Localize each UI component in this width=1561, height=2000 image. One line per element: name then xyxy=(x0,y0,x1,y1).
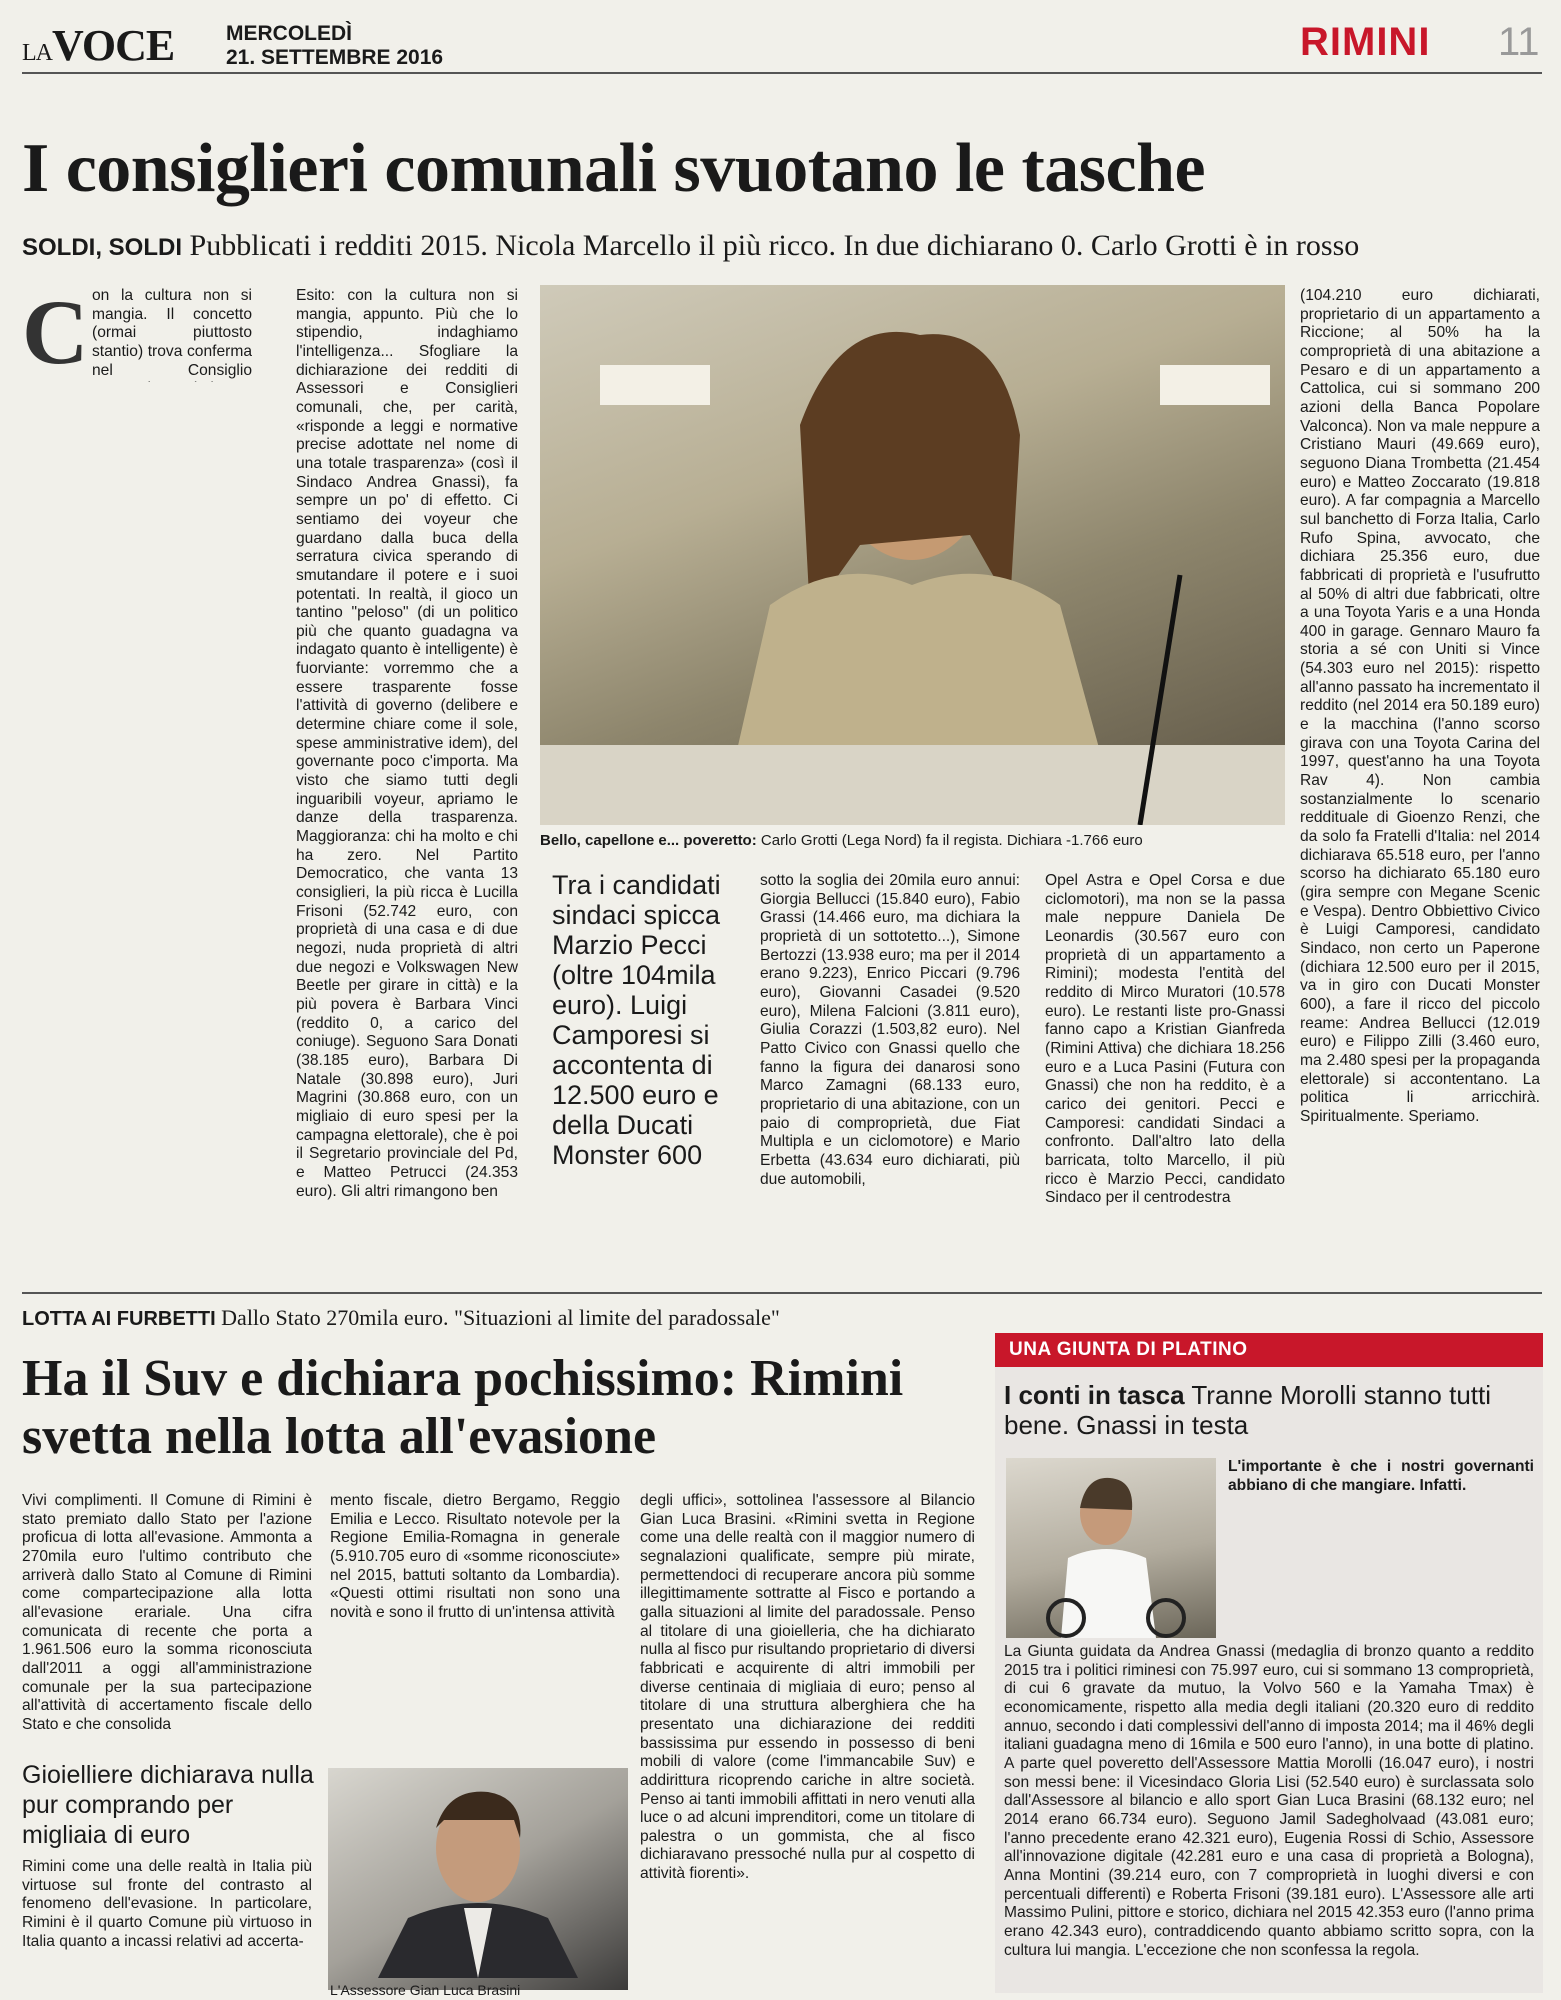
article1-col1-text: on la cultura non si mangia. Il concetto (ormai piuttosto stantio) trova conferma nel Consiglio xyxy=(92,287,252,379)
article2-col1 xyxy=(22,1492,312,1752)
sidebar-col-top xyxy=(1228,1458,1534,1640)
article1-col3-text: sotto la soglia dei 20mila euro annui: Giorgia Bellucci (15.840 euro), Fabio Grassi (14.466 euro, ma dichiara la proprietà di un sottotetto...), Simone Bertozzi (13.938 euro; ma per il 2014 erano 9.223), Enrico Piccari (9.796 euro), Giovanni Casadei (9.520 euro), Milena Falcioni (3.811 euro), Giulia Corazzi (1.503,82 euro). Nel Patto Civico con Gnassi quello che fanno la figura dei danarosi sono Marco Zamagni (68.133 euro, proprietario di una abitazione, con un paio di comproprietà, due Fiat Multipla e un ciclomotore) e Mario Erbetta (43.634 euro dichiarati, più due automobili, xyxy=(760,872,1020,1188)
sidebar-body-text: La Giunta guidata da Andrea Gnassi (medaglia di bronzo quanto a reddito 2015 tra i politici riminesi con 75.997 euro, cui si sommano 13 comproprietà, di cui 6 gravate da mutuo, la Volvo 560 e la Yamaha Tmax) è economicamente, rispetto alla media degli italiani (20.320 euro di reddito annuo, secondo i dati complessivi dell'anno di imposta 2014; ma il 46% degli italiani guadagna meno di 16mila e 500 euro l'anno), in una botte di platino. A parte quel poveretto dell'Assessore Mattia Morolli (16.047 euro), i nostri son messi bene: il Vicesindaco Gloria Lisi (52.540 euro) è surclassata solo dall'Assessore al bilancio e allo sport Gian Luca Brasini (68.132 euro; nel 2014 erano 66.734 euro). Seguono Jamil Sadegholvaad (43.081 euro; l'anno precedente erano 42.321 euro), Eugenia Rossi di Schio, Assessore all'innovazione digitale (42.281 euro e una casa di proprietà a Bologna), Anna Montini (39.214 euro, con 7 comproprietà in luoghi diversi e con percentuali differenti) e Roberta Frisoni (39.181 euro). L'Assessore alle arti Massimo Pulini, pittore e storico, dichiara nel 2015 42.353 euro (l'anno prima erano 42.343 euro), contraddicendo quanto abbiamo scritto sopra, con la cultura lui mangia. L'eccezione che non sconfessa la regola. xyxy=(1004,1643,1534,1959)
article2-col2 xyxy=(330,1492,620,1762)
article1-headline: I consiglieri comunali svuotano le tasche xyxy=(22,130,1206,207)
article2-col3-text: degli uffici», sottolinea l'assessore al Bilancio Gian Luca Brasini. «Rimini svetta in Regione come una delle realtà con il maggior numero di segnalazioni qualificate, sempre più mirate, permettendoci di recuperare ancora più somme illegittimamente sottratte al Fisco e portando a galla situazioni al limite del paradossale. Penso al titolare di una gioielleria, che ha dichiarato nulla al fisco pur risultando proprietario di diversi fabbricati e acquirente di altri immobili per diverse centinaia di migliaia di euro; penso al titolare di una struttura alberghiera che ha presentato una dichiarazione dei redditi bassissima pur essendo in possesso di beni mobili di valore (come l'immancabile Suv) e addirittura ricoprendo cariche in altre società. Penso ai tanti immobili affittati in nero venuti alla luce o ad alcuni imprenditori, come un titolare di palestra o un gommista, che al fisco dichiaravano pressoché nulla pur al cospetto di attività fiorenti». xyxy=(640,1492,975,1883)
header-rule xyxy=(22,72,1542,74)
sidebar-col-body xyxy=(1004,1643,1534,1988)
article1-col5 xyxy=(1300,287,1540,1277)
sidebar-lead-text: L'importante è che i nostri governanti abbiano di che mangiare. Infatti. xyxy=(1228,1458,1534,1494)
article1-col2 xyxy=(296,287,518,1287)
article2-col1b xyxy=(22,1858,312,1993)
sidebar-title xyxy=(1004,1380,1534,1440)
section-name: RIMINI xyxy=(1300,20,1431,64)
article2-subhead: Gioielliere dichiarava nulla pur comprando per migliaia di euro xyxy=(22,1761,314,1849)
article2-kicker xyxy=(22,1305,780,1331)
photo-gian-luca-brasini xyxy=(328,1768,628,1990)
article1-col3 xyxy=(760,872,1020,1272)
photo-carlo-grotti xyxy=(540,285,1285,825)
article1-col4-text: Opel Astra e Opel Corsa e due ciclomotori), ma non se la passa male neppure Daniela De Leonardis (30.567 euro con proprietà di un appartamento a Rimini); modesta l'entità del reddito di Mirco Muratori (10.578 euro). Le restanti liste pro-Gnassi fanno capo a Kristian Gianfreda (Rimini Attiva) che dichiara 18.256 euro e a Luca Pasini (Futura con Gnassi) che non ha reddito, è a carico dei genitori. Pecci e Camporesi: candidati Sindaci a confronto. Dall'altro lato della barricata, tolto Marcello, il più ricco è Marzio Pecci, candidato Sindaco per il centrodestra xyxy=(1045,872,1285,1207)
newspaper-logo: LAVOCE xyxy=(22,21,175,70)
photo-caption xyxy=(540,832,1143,849)
dropcap: C xyxy=(22,281,89,383)
article1-col4 xyxy=(1045,872,1285,1272)
article1-col1 xyxy=(22,380,287,1280)
article2-col1b-text: Rimini come una delle realtà in Italia più virtuose sul fronte del contrasto al fenomeno dell'evasione. In particolare, Rimini è il quarto Comune più virtuoso in Italia quanto a incassi relativi ad accerta- xyxy=(22,1858,312,1950)
article2-col2-text: mento fiscale, dietro Bergamo, Reggio Emilia e Lecco. Risultato notevole per la Regione Emilia-Romagna in generale (5.910.705 euro di «somme riconosciute» nel 2015, battuti soltanto da Lombardia). «Questi ottimi risultati non sono una novità e sono il frutto di un'intensa attività xyxy=(330,1492,620,1621)
article2-col1-text: Vivi complimenti. Il Comune di Rimini è stato premiato dallo Stato per l'azione proficua di lotta all'evasione. Ammonta a 270mila euro l'ultimo contributo che arriverà dallo Stato al Comune di Rimini come compartecipazione alla lotta all'evasione erariale. Una cifra comunicata di recente che porta a 1.961.506 euro la somma riconosciuta dall'2011 a oggi all'amministrazione comunale per la sua partecipazione all'attività di accertamento fiscale dello Stato e che consolida xyxy=(22,1492,312,1733)
article1-col1-top xyxy=(92,287,252,382)
issue-date xyxy=(226,22,443,70)
article1-kicker xyxy=(22,228,1359,266)
sidebar-title-bold: I conti in tasca xyxy=(1004,1380,1185,1410)
sidebar-title-text: Tranne Morolli stanno tutti bene. Gnassi in testa xyxy=(1004,1380,1491,1440)
issue-weekday: MERCOLEDÌ xyxy=(226,22,352,45)
sidebar-label: UNA GIUNTA DI PLATINO xyxy=(995,1333,1543,1367)
article1-kicker-text: Pubblicati i redditi 2015. Nicola Marcello il più ricco. In due dichiarano 0. Carlo Grotti è in rosso xyxy=(189,229,1360,262)
caption-text: Carlo Grotti (Lega Nord) fa il regista. Dichiara -1.766 euro xyxy=(760,832,1143,849)
caption-bold: Bello, capellone e... poveretto: xyxy=(540,832,757,849)
article2-kicker-label: LOTTA AI FURBETTI xyxy=(22,1308,216,1330)
pullquote: Tra i candidati sindaci spicca Marzio Pecci (oltre 104mila euro). Luigi Camporesi si accontenta di 12.500 euro e della Ducati Monster 600 xyxy=(552,870,721,1170)
article1-kicker-label: SOLDI, SOLDI xyxy=(22,234,183,261)
photo2-caption: L'Assessore Gian Luca Brasini xyxy=(330,1982,521,1998)
sidebar-lead xyxy=(1228,1458,1534,1495)
article2-headline: Ha il Suv e dichiara pochissimo: Rimini svetta nella lotta all'evasione xyxy=(22,1350,904,1465)
article1-col2-text: Esito: con la cultura non si mangia, appunto. Più che lo stipendio, indaghiamo l'intelligenza... Sfogliare la dichiarazione dei redditi di Assessori e Consiglieri comunali, che, per carità, «risponde a leggi e normative precise adottate nel nome di una totale trasparenza» (così il Sindaco Andrea Gnassi), fa sempre un po' di effetto. Ci sentiamo dei voyeur che guardano dalla buca della serratura civica sperando di smutandare il potere e i suoi potentati. In realtà, il gioco un tantino "peloso" (di un politico più che quanto guadagna va indagato quanto è intelligente) è fuorviante: vorremmo che a essere trasparente fosse l'attività di governo (delibere e determine chiare come il sole, spese amministrative idem), del governante poco c'importa. Ma visto che siamo tutti degli inguaribili voyeur, apriamo le danze della trasparenza. Maggioranza: chi ha molto e chi ha zero. Nel Partito Democratico, che vanta 13 consiglieri, la più ricca è Lucilla Frisoni (52.742 euro, con proprietà di una casa e di due negozi, nuda proprietà di altri due negozi e Volkswagen New Beetle per girare in città) e la più povera è Barbara Vinci (reddito 0, a carico del coniuge). Seguono Sara Donati (38.185 euro), Barbara Di Natale (30.898 euro), Juri Magrini (30.868 euro, con un migliaio di euro spesi per la campagna elettorale), che è poi il Segretario provinciale del Pd, e Matteo Petrucci (24.353 euro). Gli altri rimangono ben xyxy=(296,287,518,1200)
issue-date-text: 21. SETTEMBRE 2016 xyxy=(226,46,444,69)
page-number: 11 xyxy=(1498,20,1540,64)
photo-andrea-gnassi xyxy=(1006,1458,1216,1638)
article2-kicker-text: Dallo Stato 270mila euro. "Situazioni al limite del paradossale" xyxy=(221,1305,780,1330)
article1-col5-text: (104.210 euro dichiarati, proprietario di un appartamento a Riccione; al 50% ha la comproprietà di una abitazione a Pesaro e di un appartamento a Cattolica, cui si sommano 200 azioni della Banca Popolare Valconca). Non va male neppure a Cristiano Mauri (49.669 euro), seguono Diana Trombetta (21.454 euro) e Matteo Zoccarato (19.818 euro). A far compagnia a Marcello sul banchetto di Forza Italia, Carlo Rufo Spina, avvocato, che dichiara 25.356 euro, due fabbricati di proprietà e l'usufrutto al 50% di altri due fabbricati, oltre a una Toyota Yaris e a una Honda 400 in garage. Gennaro Mauro fa storia a sé con Uniti si Vince (54.303 euro nel 2015): rispetto all'anno passato ha incrementato il reddito (nel 2014 era 50.189 euro) e la macchina (l'anno scorso girava con una Toyota Carina del 1997, quest'anno ha una Toyota Rav 4). Non cambia sostanzialmente lo scenario reddituale di Gioenzo Renzi, che da solo fa Fratelli d'Italia: nel 2014 dichiarava 65.518 euro, per l'anno scorso ha dichiarato 65.180 euro (gira sempre con Megane Scenic e Vespa). Dentro Obbiettivo Civico è Luigi Camporesi, candidato Sindaco, non certo un Paperone (dichiara 12.500 euro per il 2015, va in giro con Ducati Monster 600), a fare il ricco del piccolo reame: Andrea Bellucci (12.019 euro) e Filippo Zilli (3.460 euro, ma 2.480 spesi per la propaganda elettorale) si accontentano. La politica li arricchirà. Spiritualmente. Speriamo. xyxy=(1300,287,1540,1125)
section-divider xyxy=(22,1292,1542,1294)
article2-col3 xyxy=(640,1492,975,1992)
